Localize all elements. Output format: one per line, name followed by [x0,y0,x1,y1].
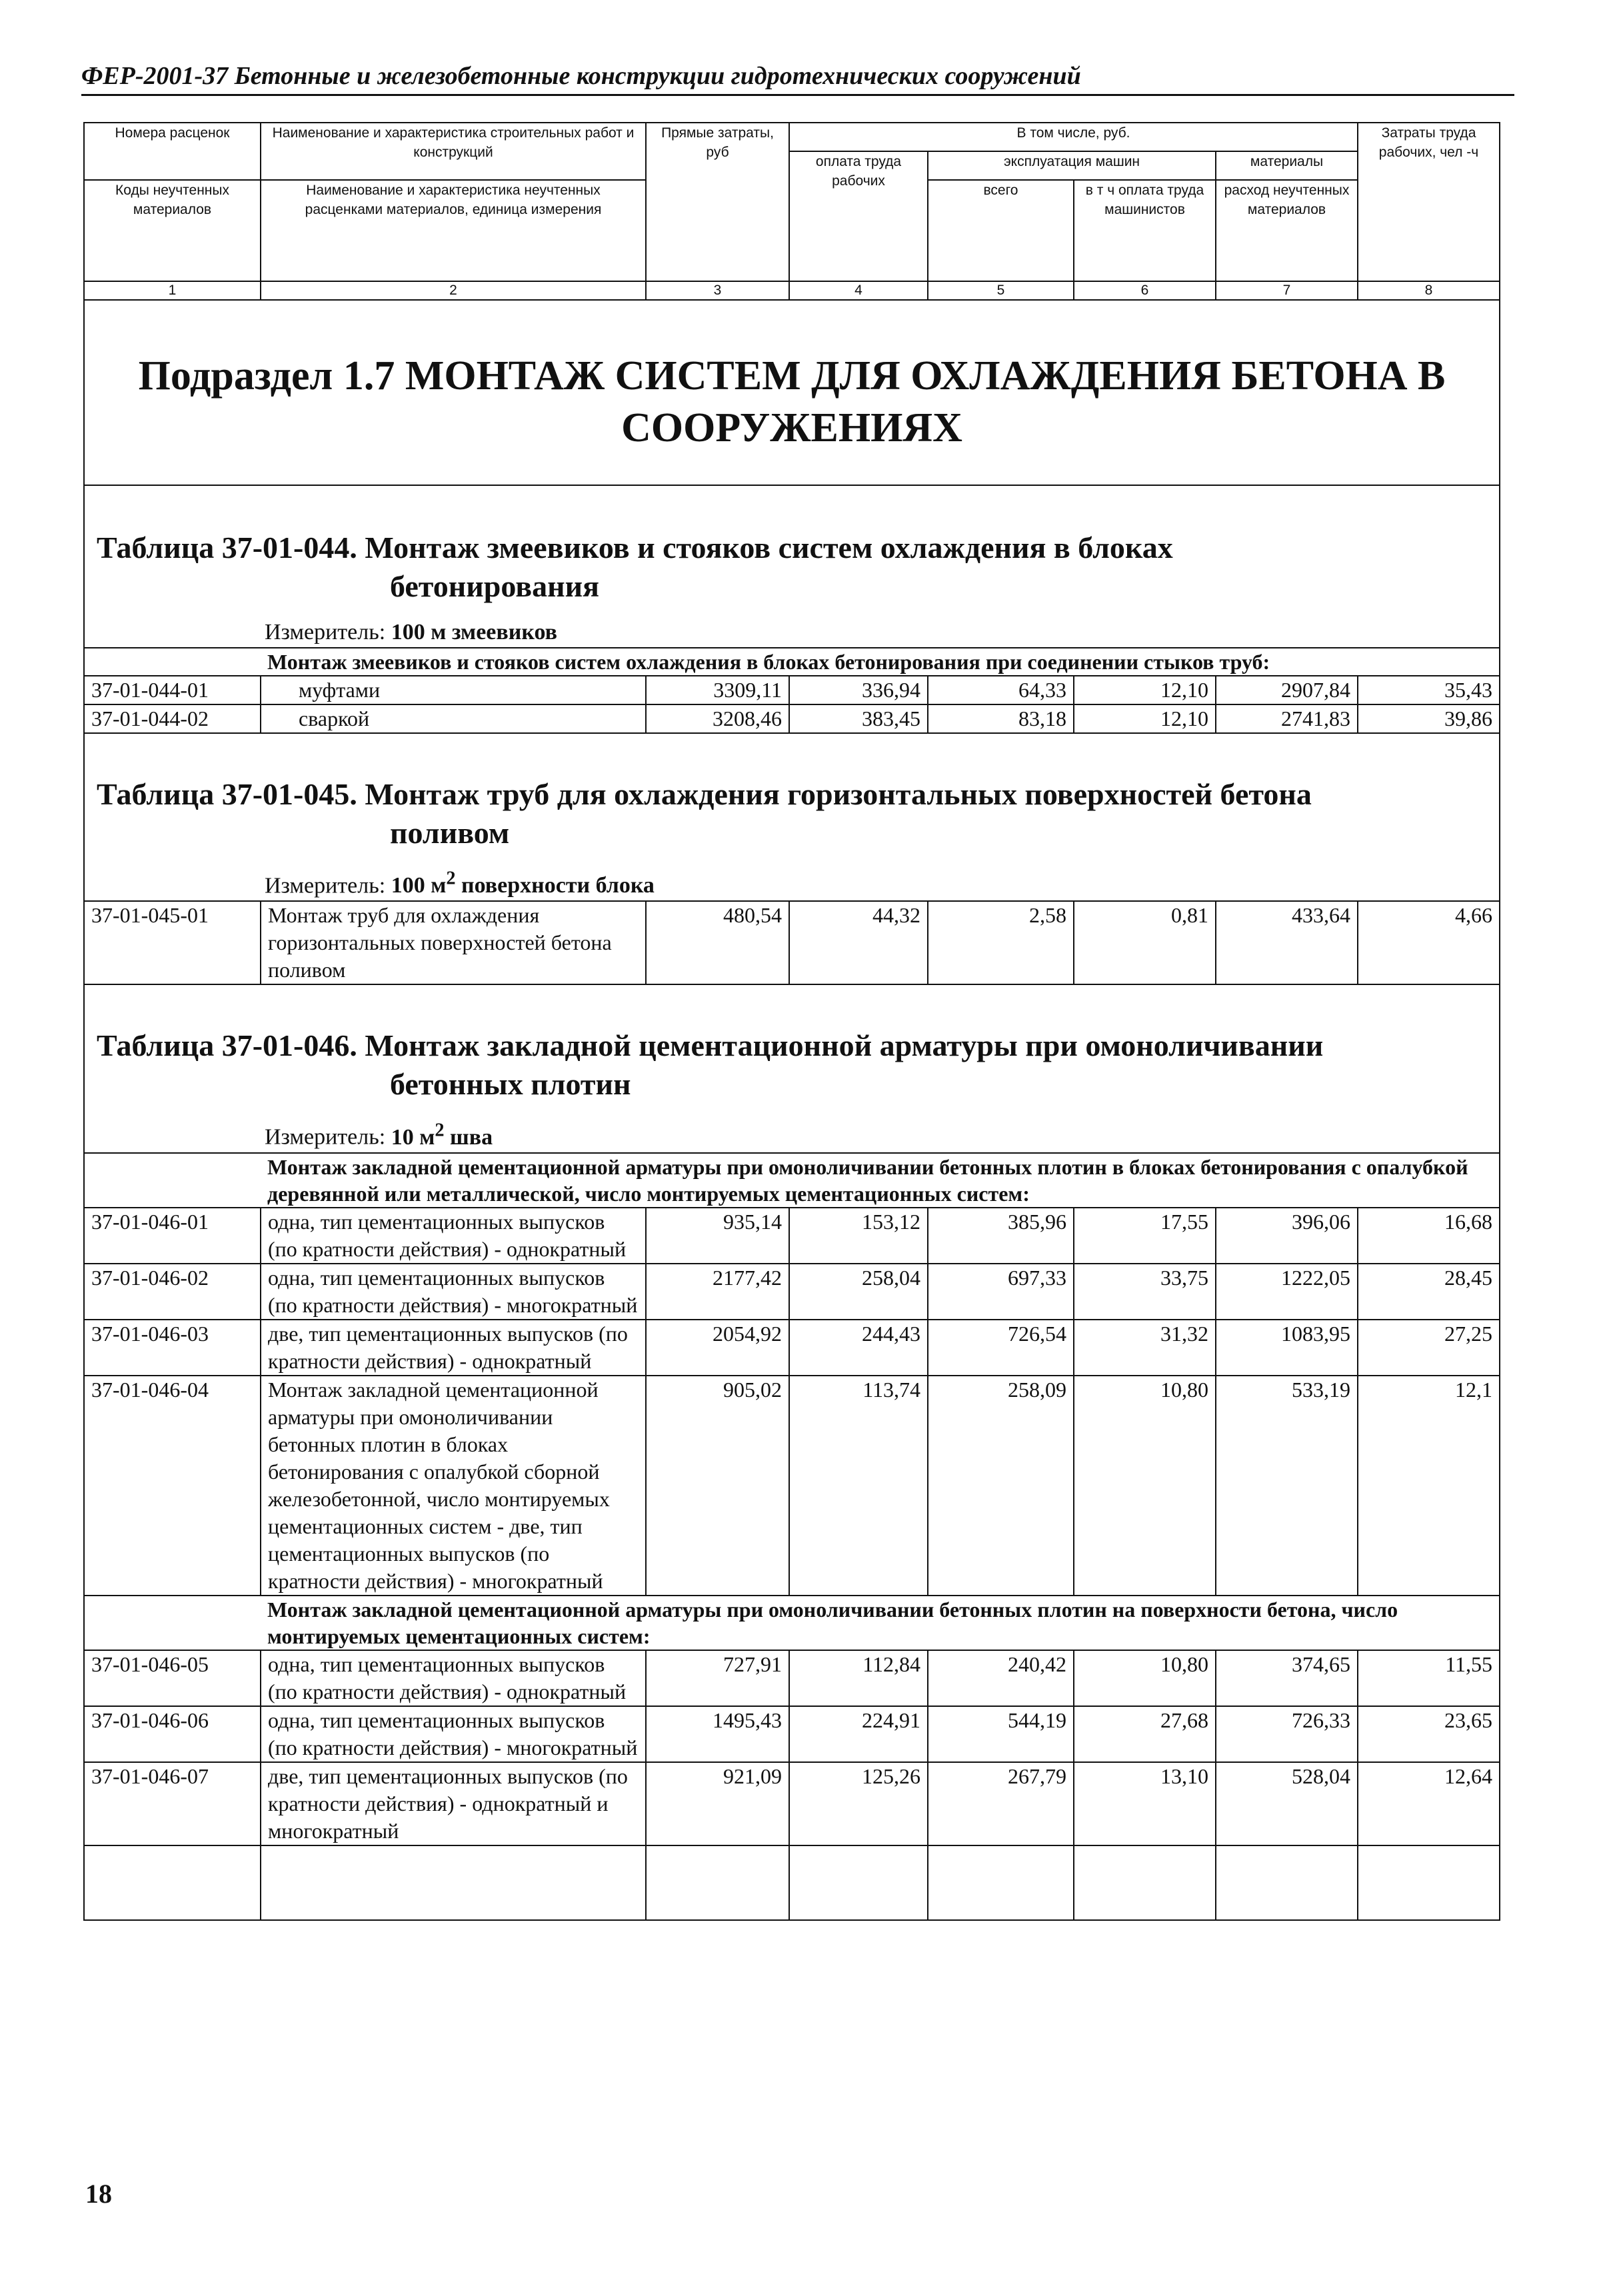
table-row [84,1320,1500,1376]
header-materials: материалы [1216,151,1358,180]
column-number: 1 [84,281,261,300]
measure-superscript: 2 [435,1120,445,1141]
labor-pay-value: 113,74 [789,1376,928,1596]
labor-pay-value: 336,94 [789,676,928,704]
rate-code: 37-01-046-01 [84,1208,261,1264]
table-046-title-row [84,984,1500,1152]
labor-costs-value: 23,65 [1358,1706,1500,1762]
column-number: 5 [928,281,1074,300]
labor-pay-value: 258,04 [789,1264,928,1320]
labor-costs-value: 12,1 [1358,1376,1500,1596]
materials-value: 2907,84 [1216,676,1358,704]
rate-name: две, тип цементационных выпусков (по кратности действия) - однократный и многократный [261,1762,646,1845]
header-labor-costs: Затраты труда рабочих, чел -ч [1358,123,1500,281]
machines-total-value: 2,58 [928,901,1074,984]
header-machines-operators: в т ч оплата труда машинистов [1074,180,1216,281]
machines-total-value: 726,54 [928,1320,1074,1376]
labor-costs-value: 11,55 [1358,1650,1500,1706]
header-labor-pay: оплата труда рабочих [789,151,928,281]
header-including: В том числе, руб. [789,123,1358,151]
header-unaccounted-codes: Коды неучтенных материалов [84,180,261,281]
direct-costs-value: 3309,11 [646,676,789,704]
direct-costs-value: 905,02 [646,1376,789,1596]
direct-costs-value: 3208,46 [646,704,789,733]
table-046-measure [91,1104,1492,1152]
rate-name: одна, тип цементационных выпусков (по кратности действия) - однократный [261,1208,646,1264]
rate-code: 37-01-044-01 [84,676,261,704]
labor-costs-value: 27,25 [1358,1320,1500,1376]
rate-code: 37-01-046-02 [84,1264,261,1320]
table-046-group-1: Монтаж закладной цементационной арматуры при омоноличивании бетонных плотин в блоках бетонирования с опалубкой деревянной или металлической, число монтируемых цементационных систем: [261,1153,1500,1208]
header-unaccounted-name: Наименование и характеристика неучтенных расценками материалов, единица измерения [261,180,646,281]
machines-operators-value: 10,80 [1074,1376,1216,1596]
labor-costs-value: 12,64 [1358,1762,1500,1845]
measure-unit: 10 м [391,1124,435,1150]
machines-total-value: 258,09 [928,1376,1074,1596]
title-rule [81,94,1514,96]
machines-operators-value: 27,68 [1074,1706,1216,1762]
rate-code: 37-01-046-06 [84,1706,261,1762]
machines-total-value: 267,79 [928,1762,1074,1845]
labor-pay-value: 383,45 [789,704,928,733]
rate-name: одна, тип цементационных выпусков (по кратности действия) - многократный [261,1706,646,1762]
machines-operators-value: 10,80 [1074,1650,1216,1706]
header-rate-numbers: Номера расценок [84,123,261,180]
machines-total-value: 697,33 [928,1264,1074,1320]
rate-name: две, тип цементационных выпусков (по кратности действия) - однократный [261,1320,646,1376]
direct-costs-value: 727,91 [646,1650,789,1706]
rate-name: сваркой [261,704,646,733]
measure-label: Измеритель: [265,1124,391,1150]
measure-label: Измеритель: [265,620,391,644]
subsection-row [84,300,1500,485]
table-row [84,704,1500,733]
table-044-title-row [84,485,1500,648]
direct-costs-value: 480,54 [646,901,789,984]
labor-costs-value: 4,66 [1358,901,1500,984]
rate-name: Монтаж труб для охлаждения горизонтальных поверхностей бетона поливом [261,901,646,984]
column-number: 7 [1216,281,1358,300]
table-046-title-line1: Таблица 37-01-046. Монтаж закладной цементационной арматуры при омоноличивании [97,1028,1324,1063]
table-046-group2-row [84,1596,1500,1650]
materials-value: 396,06 [1216,1208,1358,1264]
table-row [84,901,1500,984]
table-044-title [91,486,1492,606]
materials-value: 726,33 [1216,1706,1358,1762]
measure-value: 100 м змеевиков [391,620,557,644]
table-row [84,676,1500,704]
subsection-title: Подраздел 1.7 МОНТАЖ СИСТЕМ ДЛЯ ОХЛАЖДЕНИЯ БЕТОНА В СООРУЖЕНИЯХ [138,353,1446,451]
materials-value: 528,04 [1216,1762,1358,1845]
header-materials-unaccounted: расход неучтенных материалов [1216,180,1358,281]
machines-operators-value: 31,32 [1074,1320,1216,1376]
labor-pay-value: 44,32 [789,901,928,984]
labor-costs-value: 16,68 [1358,1208,1500,1264]
table-row [84,1208,1500,1264]
labor-pay-value: 244,43 [789,1320,928,1376]
rate-code: 37-01-044-02 [84,704,261,733]
rate-code: 37-01-046-05 [84,1650,261,1706]
table-row [84,1650,1500,1706]
table-045-title-line2: поливом [390,816,510,850]
column-number: 3 [646,281,789,300]
table-046-group-2: Монтаж закладной цементационной арматуры при омоноличивании бетонных плотин на поверхности бетона, число монтируемых цементационных систем: [261,1596,1500,1650]
header-row-1 [84,123,1500,151]
column-number: 8 [1358,281,1500,300]
column-number: 4 [789,281,928,300]
direct-costs-value: 2054,92 [646,1320,789,1376]
table-row [84,1376,1500,1596]
table-046-title-line2: бетонных плотин [390,1067,631,1102]
machines-total-value: 385,96 [928,1208,1074,1264]
table-row [84,1706,1500,1762]
rates-table [83,122,1500,1921]
header-work-name: Наименование и характеристика строительных работ и конструкций [261,123,646,180]
machines-operators-value: 12,10 [1074,704,1216,733]
materials-value: 1222,05 [1216,1264,1358,1320]
labor-pay-value: 125,26 [789,1762,928,1845]
table-end-spacer [84,1845,1500,1920]
column-numbers-row [84,281,1500,300]
direct-costs-value: 2177,42 [646,1264,789,1320]
direct-costs-value: 921,09 [646,1762,789,1845]
labor-costs-value: 39,86 [1358,704,1500,733]
machines-operators-value: 17,55 [1074,1208,1216,1264]
materials-value: 533,19 [1216,1376,1358,1596]
machines-operators-value: 12,10 [1074,676,1216,704]
direct-costs-value: 935,14 [646,1208,789,1264]
direct-costs-value: 1495,43 [646,1706,789,1762]
rate-name: одна, тип цементационных выпусков (по кратности действия) - многократный [261,1264,646,1320]
materials-value: 2741,83 [1216,704,1358,733]
measure-value [391,1120,493,1150]
machines-operators-value: 13,10 [1074,1762,1216,1845]
table-045-title-row [84,733,1500,901]
table-046-title [91,985,1492,1104]
column-number: 6 [1074,281,1216,300]
labor-pay-value: 224,91 [789,1706,928,1762]
measure-tail: шва [444,1124,493,1150]
column-number: 2 [261,281,646,300]
measure-superscript: 2 [446,868,456,889]
rate-name: муфтами [261,676,646,704]
table-044-group: Монтаж змеевиков и стояков систем охлаждения в блоках бетонирования при соединении стыков труб: [261,648,1500,676]
table-046-group1-row [84,1153,1500,1208]
measure-tail: поверхности блока [455,873,655,898]
measure-unit: 100 м [391,873,447,898]
rate-name: Монтаж закладной цементационной арматуры при омоноличивании бетонных плотин в блоках бетонирования с опалубкой сборной железобетонной, число монтируемых цементационных систем - две, тип цементационных выпусков (по кратности действия) - многократный [261,1376,646,1596]
rate-code: 37-01-045-01 [84,901,261,984]
page-title: ФЕР-2001-37 Бетонные и железобетонные конструкции гидротехнических сооружений [81,62,1081,90]
labor-costs-value: 35,43 [1358,676,1500,704]
page-number: 18 [85,2179,112,2209]
header-direct-costs: Прямые затраты, руб [646,123,789,281]
table-045-measure [91,852,1492,900]
machines-total-value: 64,33 [928,676,1074,704]
machines-operators-value: 0,81 [1074,901,1216,984]
rate-code: 37-01-046-04 [84,1376,261,1596]
machines-total-value: 240,42 [928,1650,1074,1706]
materials-value: 1083,95 [1216,1320,1358,1376]
machines-total-value: 83,18 [928,704,1074,733]
rate-name: одна, тип цементационных выпусков (по кратности действия) - однократный [261,1650,646,1706]
table-044-title-line1: Таблица 37-01-044. Монтаж змеевиков и стояков систем охлаждения в блоках [97,531,1173,565]
machines-operators-value: 33,75 [1074,1264,1216,1320]
rate-code: 37-01-046-03 [84,1320,261,1376]
table-045-title-line1: Таблица 37-01-045. Монтаж труб для охлаждения горизонтальных поверхностей бетона [97,777,1312,811]
labor-pay-value: 112,84 [789,1650,928,1706]
table-044-group-row [84,648,1500,676]
table-row [84,1762,1500,1845]
machines-total-value: 544,19 [928,1706,1074,1762]
rate-code: 37-01-046-07 [84,1762,261,1845]
measure-label: Измеритель: [265,873,391,898]
table-044-measure [91,606,1492,647]
table-045-title [91,734,1492,852]
labor-costs-value: 28,45 [1358,1264,1500,1320]
materials-value: 433,64 [1216,901,1358,984]
measure-value [391,868,655,898]
table-row [84,1264,1500,1320]
labor-pay-value: 153,12 [789,1208,928,1264]
header-machines: эксплуатация машин [928,151,1216,180]
header-machines-total: всего [928,180,1074,281]
table-044-title-line2: бетонирования [390,569,599,603]
materials-value: 374,65 [1216,1650,1358,1706]
